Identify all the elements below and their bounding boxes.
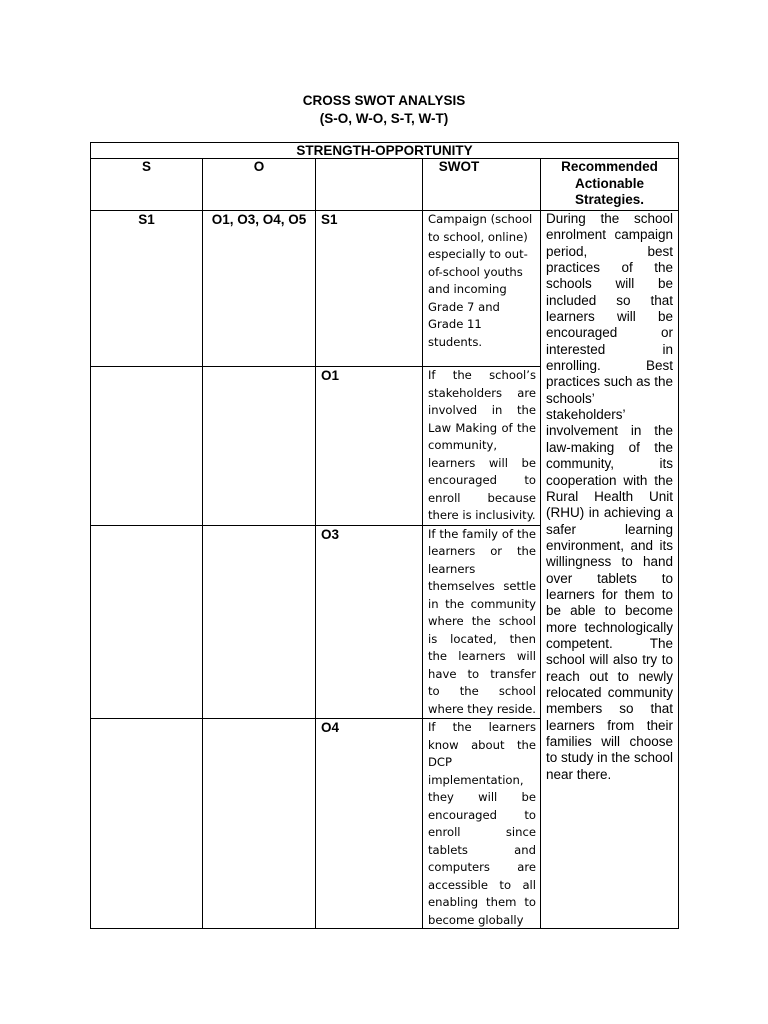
section-title: STRENGTH-OPPORTUNITY <box>91 143 679 159</box>
table-row <box>91 211 679 367</box>
row-description: If the school’s stakeholders are involved in the Law Making of the community, learners will be encouraged to enroll because there is inclusivity. <box>423 367 541 526</box>
row-code: O3 <box>316 525 423 719</box>
recommendation-cell: During the school enrolment campaign period, best practices of the schools will be included so that learners will be encouraged or interested in enrolling. Best practices such as the schools’ stakeholders’ involvement in the law-making of the community, its cooperation with the Rural Health Unit (RHU) in achieving a safer learning environment, and its willingness to hand over tablets to learners for them to be able to become more technologically competent. The school will also try to reach out to newly relocated community members so that learners from their families will choose to study in the school near there. <box>541 211 679 929</box>
header-row <box>91 159 679 211</box>
row-o <box>203 367 316 526</box>
row-o <box>203 719 316 929</box>
row-s <box>91 367 203 526</box>
section-row <box>91 143 679 159</box>
header-s: S <box>91 159 203 211</box>
document-title: CROSS SWOT ANALYSIS <box>302 93 466 108</box>
header-blank <box>316 159 423 211</box>
row-s <box>91 525 203 719</box>
row-o: O1, O3, O4, O5 <box>203 211 316 367</box>
header-recommended: Recommended Actionable Strategies. <box>541 159 679 211</box>
row-description: Campaign (school to school, online) especially to out-of-school youths and incoming Grade 7 and Grade 11 students. <box>423 211 541 367</box>
row-o <box>203 525 316 719</box>
row-description: If the family of the learners or the learners themselves settle in the community where the school is located, then the learners will have to transfer to the school where they reside. <box>423 525 541 719</box>
document-subtitle: (S-O, W-O, S-T, W-T) <box>319 111 449 126</box>
row-description <box>423 719 541 929</box>
row-s <box>91 719 203 929</box>
header-swot: SWOT <box>423 159 541 211</box>
row-s: S1 <box>91 211 203 367</box>
row-description-text: If the learners know about the DCP implementation, they will be encouraged to enroll since tablets and computers are accessible to all enabling them to become globally <box>428 720 536 927</box>
row-code: O1 <box>316 367 423 526</box>
row-code: S1 <box>316 211 423 367</box>
row-code: O4 <box>316 719 423 929</box>
header-o: O <box>203 159 316 211</box>
document-heading <box>0 92 768 128</box>
swot-table <box>90 142 679 929</box>
